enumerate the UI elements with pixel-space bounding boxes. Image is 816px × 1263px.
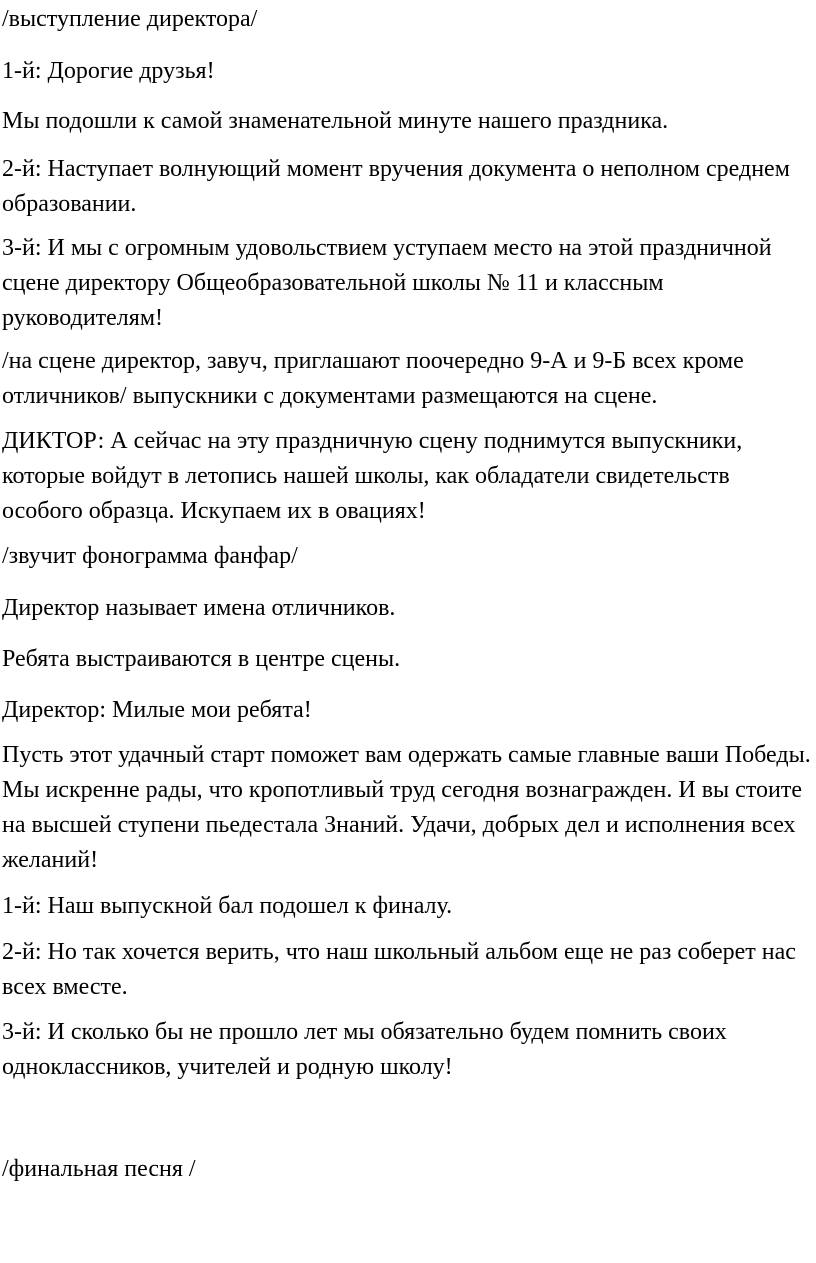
- paragraph-stage-direction-director-speech: /выступление директора/: [2, 6, 258, 32]
- paragraph-significant-minute: Мы подошли к самой знаменательной минуте нашего праздника.: [2, 108, 669, 134]
- paragraph-third-host-invite-director: 3-й: И мы с огромным удовольствием уступаем место на этой праздничной сцене директору Общеобразовательной школы № 11 и классным руководителям!: [2, 235, 772, 331]
- paragraph-first-host-greeting: 1-й: Дорогие друзья!: [2, 58, 215, 84]
- paragraph-director-wishes: Пусть этот удачный старт поможет вам одержать самые главные ваши Победы. Мы искренне рады, что кропотливый труд сегодня вознагражден. И вы стоите на высшей ступени пьедестала Знаний. Удачи, добрых дел и исполнения всех желаний!: [2, 742, 811, 873]
- paragraph-students-line-up: Ребята выстраиваются в центре сцены.: [2, 646, 401, 672]
- paragraph-second-host-certificate: 2-й: Наступает волнующий момент вручения документа о неполном среднем образовании.: [2, 156, 790, 217]
- paragraph-director-names-honors: Директор называет имена отличников.: [2, 595, 396, 621]
- paragraph-stage-direction-fanfare: /звучит фонограмма фанфар/: [2, 543, 298, 569]
- paragraph-stage-direction-awarding: /на сцене директор, завуч, приглашают поочередно 9-А и 9-Б всех кроме отличников/ выпускники с документами размещаются на сцене.: [2, 348, 744, 409]
- paragraph-director-address: Директор: Милые мои ребята!: [2, 697, 312, 723]
- paragraph-first-host-finale: 1-й: Наш выпускной бал подошел к финалу.: [2, 893, 453, 919]
- paragraph-announcer-honors-students: ДИКТОР: А сейчас на эту праздничную сцену поднимутся выпускники, которые войдут в летопись нашей школы, как обладатели свидетельств особого образца. Искупаем их в овациях!: [2, 428, 743, 524]
- paragraph-third-host-remember: 3-й: И сколько бы не прошло лет мы обязательно будем помнить своих одноклассников, учителей и родную школу!: [2, 1019, 727, 1080]
- paragraph-stage-direction-final-song: /финальная песня /: [2, 1156, 196, 1182]
- paragraph-second-host-album: 2-й: Но так хочется верить, что наш школьный альбом еще не раз соберет нас всех вместе.: [2, 939, 796, 1000]
